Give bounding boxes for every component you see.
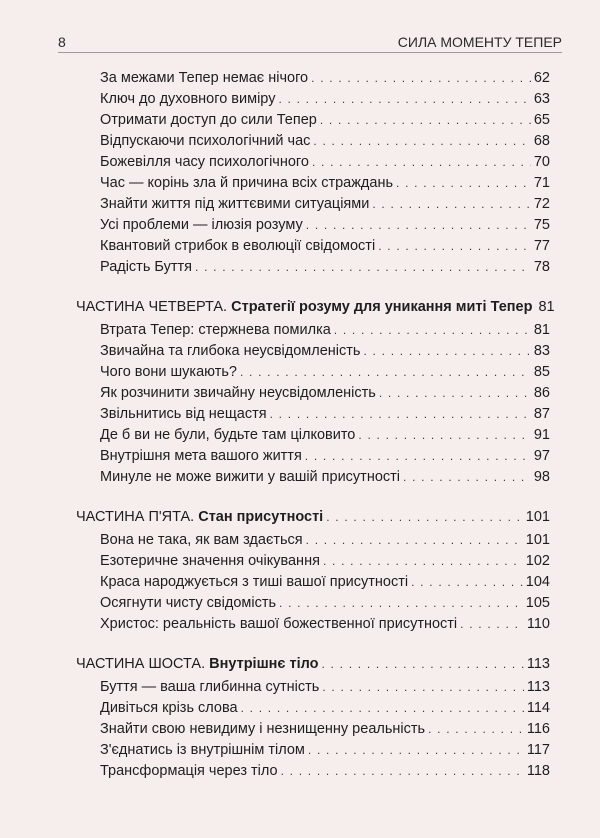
toc-entry: Як розчинити звичайну неусвідомленість . . . 86 — [100, 381, 550, 405]
toc-entry: Час — корінь зла й причина всіх страждань . . . 71 — [100, 171, 550, 195]
toc-part-heading: ЧАСТИНА П'ЯТА. Стан присутності . . . 101 — [76, 505, 550, 529]
toc-entry: Дивіться крізь слова . . . 114 — [100, 696, 550, 720]
toc-entry: За межами Тепер немає нічого . . . 62 — [100, 66, 550, 90]
toc-entry: Усі проблеми — ілюзія розуму . . . 75 — [100, 213, 550, 237]
dot-leader — [281, 759, 524, 783]
page-number: 8 — [58, 34, 66, 50]
toc-entry: Квантовий стрибок в еволюції свідомості . . . 77 — [100, 234, 550, 258]
toc-part-heading: ЧАСТИНА ШОСТА. Внутрішнє тіло . . . 113 — [76, 652, 550, 676]
toc-entry: Звільнитись від нещастя . . . 87 — [100, 402, 550, 426]
part-title: Стратегії розуму для уникання миті Тепер — [231, 299, 533, 315]
dot-leader — [321, 652, 523, 676]
dot-leader — [195, 255, 531, 279]
toc-entry: Звичайна та глибока неусвідомленість . . . 83 — [100, 339, 550, 363]
toc-entry: Втрата Тепер: стержнева помилка . . . 81 — [100, 318, 550, 342]
dot-leader — [326, 505, 523, 529]
toc-entry: Радість Буття . . . 78 — [100, 255, 550, 279]
toc-entry: Ключ до духовного виміру . . . 63 — [100, 87, 550, 111]
part-title: Стан присутності — [198, 509, 324, 525]
toc-entry: Знайти свою невидиму і незнищенну реальність . . . 116 — [100, 717, 550, 741]
toc-entry: Вона не така, як вам здається . . . 101 — [100, 528, 550, 552]
toc-entry: Божевілля часу психологічного . . . 70 — [100, 150, 550, 174]
toc-entry: Отримати доступ до сили Тепер . . . 65 — [100, 108, 550, 132]
toc-entry: Трансформація через тіло . . . 118 — [100, 759, 550, 783]
part-label: ЧАСТИНА ШОСТА. — [76, 656, 206, 672]
page-header — [58, 28, 562, 50]
toc-entry: Відпускаючи психологічний час . . . 68 — [100, 129, 550, 153]
toc-entry: Минуле не може вижити у вашій присутності . . . 98 — [100, 465, 550, 489]
part-title: Внутрішнє тіло — [209, 656, 319, 672]
toc-entry: Христос: реальність вашої божественної присутності . . . 110 — [100, 612, 550, 636]
toc-entry: Краса народжується з тиші вашої присутності . . . 104 — [100, 570, 550, 594]
dot-leader — [403, 465, 531, 489]
header-divider — [58, 52, 562, 53]
toc-entry: Езотеричне значення очікування . . . 102 — [100, 549, 550, 573]
toc-entry: Чого вони шукають? . . . 85 — [100, 360, 550, 384]
toc-entry: Знайти життя під життєвими ситуаціями . . . 72 — [100, 192, 550, 216]
toc-entry: Осягнути чисту свідомість . . . 105 — [100, 591, 550, 615]
part-label: ЧАСТИНА ЧЕТВЕРТА. — [76, 299, 228, 315]
dot-leader — [460, 612, 524, 636]
toc-entry: Внутрішня мета вашого життя . . . 97 — [100, 444, 550, 468]
running-title: СИЛА МОМЕНТУ ТЕПЕР — [397, 34, 562, 50]
toc-part-heading: ЧАСТИНА ЧЕТВЕРТА. Стратегії розуму для уникання миті Тепер 81 — [76, 299, 555, 315]
toc-entry: З'єднатись із внутрішнім тілом . . . 117 — [100, 738, 550, 762]
toc-entry: Буття — ваша глибинна сутність . . . 113 — [100, 675, 550, 699]
toc-entry: Де б ви не були, будьте там цілковито . . . 91 — [100, 423, 550, 447]
part-label: ЧАСТИНА П'ЯТА. — [76, 509, 195, 525]
